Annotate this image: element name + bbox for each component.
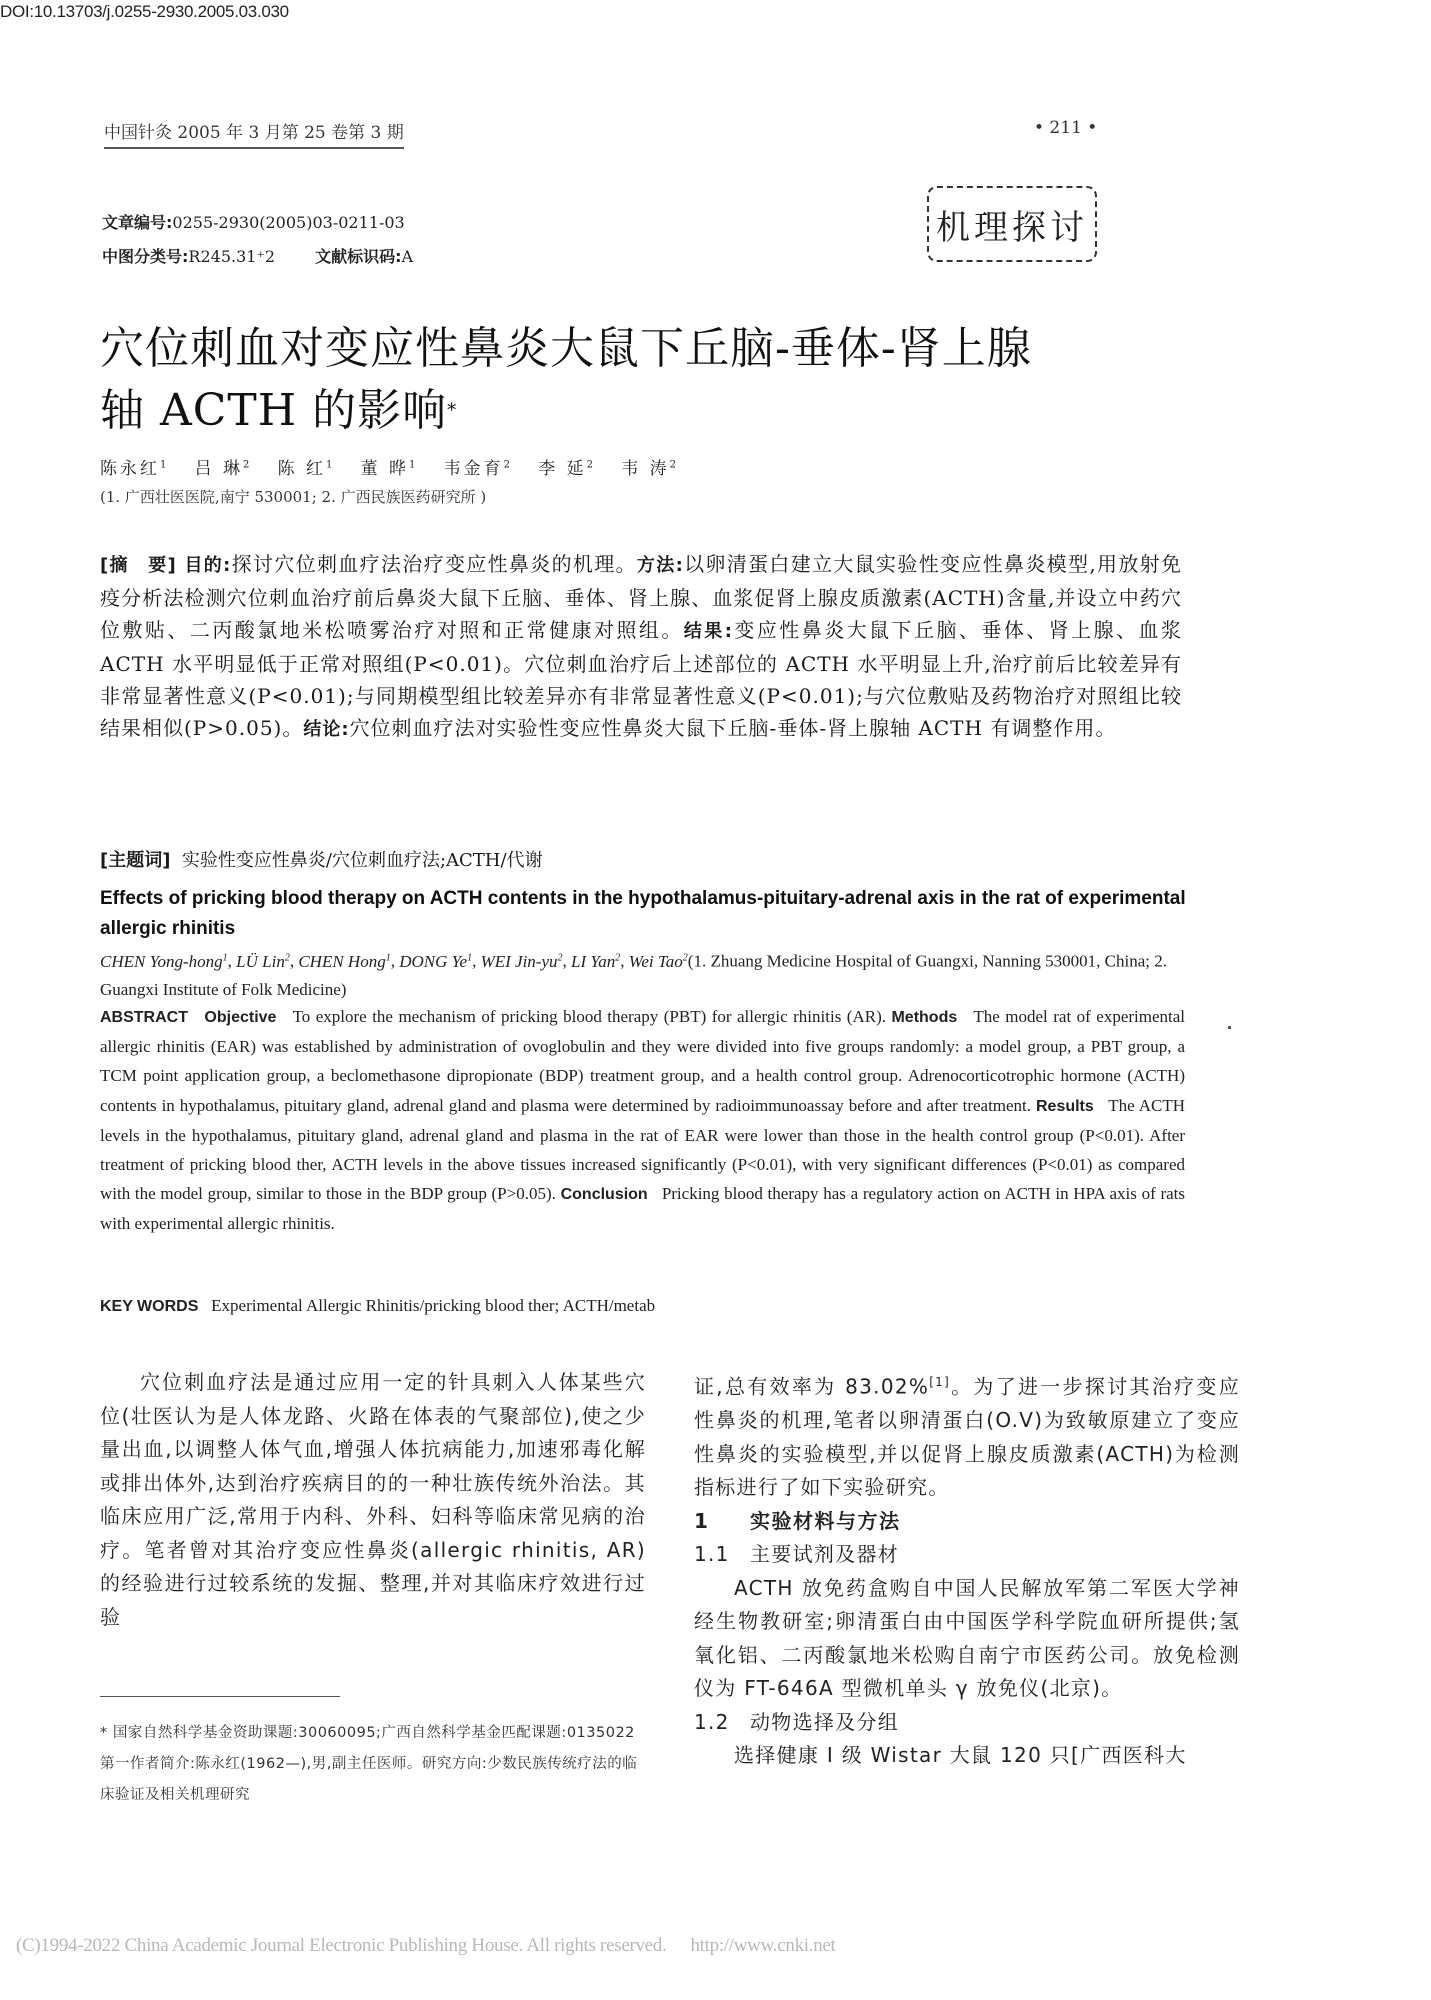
clc-value: R245.31⁺2 — [188, 247, 276, 266]
abstract-cn-methods-label: 方法: — [636, 555, 684, 576]
citation-ref[interactable]: [1] — [929, 1375, 951, 1389]
author-cn: 董 晔$^1$ — [360, 459, 419, 479]
author-cn: 陈 红$^1$ — [277, 459, 336, 479]
clc-label: 中图分类号: — [102, 247, 189, 266]
author-en: WEI Jin-$yu^2$ — [480, 951, 563, 971]
doi-line: DOI:10.13703/j.0255-2930.2005.03.030 — [0, 2, 289, 21]
abstract-cn-conclusion-label: 结论: — [303, 719, 350, 740]
abstract-cn-methods: 以卵清蛋白建立大鼠实验性变应性鼻炎模型,用放射免疫分析法检测穴位刺血治疗前后鼻炎大鼠下丘脑、垂体、肾上腺、血浆促肾上腺皮质激素(ACTH)含量,并设立中药穴位敷贴、二丙酸氯地米松喷雾治疗对照和正常健康对照组。 — [100, 552, 1183, 642]
article-number-label: 文章编号: — [102, 213, 173, 232]
author-cn: 韦金育$^2$ — [443, 459, 513, 479]
abstract-cn-results: 变应性鼻炎大鼠下丘脑、垂体、肾上腺、血浆 ACTH 水平明显低于正常对照组(P<0.01)。穴位刺血治疗后上述部位的 ACTH 水平明显上升,治疗前后比较差异有非常显著性意义(P<0.01);与同期模型组比较差异亦有非常显著性意义(P<0.01);与穴位敷贴及药物治疗对照组比较结果相似(P>0.05)。 — [100, 618, 1183, 740]
page-number: • 211 • — [1034, 118, 1098, 138]
author-cn: 吕 琳$^2$ — [194, 459, 253, 479]
author-cn: 韦 涛$^2$ — [621, 459, 679, 479]
abstract-en-conclusion-label: Conclusion — [560, 1186, 648, 1204]
keywords-cn-text: 实验性变应性鼻炎/穴位刺血疗法;ACTH/代谢 — [181, 850, 543, 871]
abstract-en-results: The ACTH levels in the hypothalamus, pituitary gland, adrenal gland and plasma in the rat of EAR were lower than those in the health control group (P<0.01). After treatment of pricking blood ther, ACTH levels in the above tissues increased significantly (P<0.01), with very significant differences (P<0.01) as compared with the model group, similar to those in the BDP group (P>0.05). — [100, 1095, 1186, 1204]
keywords-chinese — [100, 846, 543, 872]
title-cn-line1: 穴位刺血对变应性鼻炎大鼠下丘脑-垂体-肾上腺 — [100, 323, 1032, 374]
intro-paragraph: 穴位刺血疗法是通过应用一定的针具刺入人体某些穴位(壮医认为是人体龙路、火路在体表的气聚部位),使之少量出血,以调整人体气血,增强人体抗病能力,加速邪毒化解或排出体外,达到治疗疾病目的的一种壮族传统外治法。其临床应用广泛,常用于内科、外科、妇科等临床常见病的治疗。笔者曾对其治疗变应性鼻炎(allergic rhinitis, AR)的经验进行过较系统的发掘、整理,并对其临床疗效进行过验 — [100, 1370, 646, 1629]
author-en: LÜ Lin$^2$ — [236, 951, 290, 971]
scan-speck — [1228, 1026, 1231, 1029]
keywords-cn-label: [主题词] — [100, 850, 171, 871]
abstract-en-label: ABSTRACT — [100, 1009, 188, 1026]
abstract-en-objective-label: Objective — [204, 1009, 277, 1026]
author-cn: 陈永红$^1$ — [100, 459, 170, 479]
column-tag-box — [927, 186, 1097, 262]
footnotes — [100, 1718, 640, 1811]
abstract-cn-label: [摘 要] — [100, 555, 177, 576]
abstract-cn-objective-label: 目的: — [184, 555, 232, 576]
title-cn-line2: 轴 ACTH 的影响 — [100, 385, 448, 436]
classification-line — [102, 244, 413, 267]
abstract-chinese — [100, 548, 1182, 746]
section-1-1-text: ACTH 放免药盒购自中国人民解放军第二军医大学神经生物教研室;卵清蛋白由中国医学科学院血研所提供;氢氧化铝、二丙酸氯地米松购自南宁市医药公司。放免检测仪为 FT-646A 型微机单头 γ 放免仪(北京)。 — [694, 1575, 1240, 1701]
section-heading-1-1: 1.1 主要试剂及器材 — [694, 1542, 900, 1567]
author-en: CHEN Hong$^1$ — [298, 951, 391, 971]
abstract-cn-results-label: 结果: — [683, 621, 733, 642]
copyright-watermark — [16, 1935, 836, 1957]
copyright-text: (C)1994-2022 China Academic Journal Electronic Publishing House. All rights reserved. — [16, 1935, 667, 1956]
abstract-en-conclusion: Pricking blood therapy has a regulatory action on ACTH in HPA axis of rats with experimental allergic rhinitis. — [100, 1184, 1185, 1234]
article-number — [102, 210, 405, 233]
funding-footnote: * 国家自然科学基金资助课题:30060095;广西自然科学基金匹配课题:0135022 — [100, 1725, 635, 1741]
title-chinese — [100, 318, 1200, 442]
affiliations-chinese: (1. 广西壮医医院,南宁 530001; 2. 广西民族医药研究所 ) — [100, 488, 487, 506]
authors-chinese — [100, 454, 679, 479]
article-number-value: 0255-2930(2005)03-0211-03 — [172, 213, 405, 232]
affiliations-english: (1. Zhuang Medicine Hospital of Guangxi, Nanning 530001, China; 2. Guangxi Institute of Folk Medicine) — [100, 951, 1168, 999]
title-english: Effects of pricking blood therapy on ACTH contents in the hypothalamus-pituitary-adrenal axis in the rat of experimental allergic rhinitis — [100, 888, 1186, 939]
author-en: Wei Tao$^2$ — [628, 951, 688, 971]
author-en: CHEN Yong-hong$^1$ — [100, 951, 228, 971]
intro-continuation: 证,总有效率为 83.02%[1]。为了进一步探讨其治疗变应性鼻炎的机理,笔者以卵清蛋白(O.V)为致敏原建立了变应性鼻炎的实验模型,并以促肾上腺皮质激素(ACTH)为检测指标进行了如下实验研究。 — [694, 1374, 1240, 1500]
author-cn: 李 延$^2$ — [538, 459, 596, 479]
section-heading-1-2: 1.2 动物选择及分组 — [694, 1709, 900, 1734]
author-en: LI Yan$^2$ — [571, 951, 621, 971]
keywords-en-text: Experimental Allergic Rhinitis/pricking blood ther; ACTH/metab — [211, 1296, 656, 1315]
title-footnote-mark: * — [447, 400, 458, 421]
section-heading-1: 1 实验材料与方法 — [694, 1508, 901, 1533]
abstract-en-methods: The model rat of experimental allergic rhinitis (EAR) was established by administration of ovoglobulin and they were divided into five groups randomly: a model group, a PBT group, a TCM point application group, a beclomethasone dipropionate (BDP) treatment group, and a health control group. Adrenocorticotrophic hormone (ACTH) contents in hypothalamus, pituitary gland, adrenal gland and plasma were determined by radioimmunoassay before and after treatment. — [100, 1007, 1186, 1115]
doc-code-label: 文献标识码: — [315, 247, 402, 266]
journal-header: 中国针灸 2005 年 3 月第 25 卷第 3 期 — [104, 118, 404, 149]
abstract-english — [100, 1002, 1185, 1239]
abstract-cn-objective: 探讨穴位刺血疗法治疗变应性鼻炎的机理。 — [231, 552, 637, 576]
cnki-link[interactable]: http://www.cnki.net — [690, 1935, 836, 1956]
doc-code-value: A — [401, 247, 414, 266]
keywords-en-label: KEY WORDS — [100, 1298, 199, 1315]
footnote-divider — [100, 1696, 340, 1697]
abstract-en-objective: To explore the mechanism of pricking blood therapy (PBT) for allergic rhinitis (AR). — [292, 1007, 886, 1026]
authors-english: CHEN Yong-hong$^1$, LÜ Lin$^2$, CHEN Hong$^1$, DONG Ye$^1$, WEI Jin-$yu^2$, LI Yan$^2$, Wei Tao$^2$(1. Zhuang Medicine Hospital of Guangxi, Nanning 530001, China; 2. Guangxi Institute of Folk Medicine) — [100, 951, 1168, 999]
section-1-2-text: 选择健康 I 级 Wistar 大鼠 120 只[广西医科大 — [734, 1743, 1187, 1768]
abstract-en-results-label: Results — [1035, 1097, 1094, 1115]
abstract-en-methods-label: Methods — [891, 1009, 958, 1026]
body-column-left — [100, 1366, 646, 1634]
author-en: DONG Ye$^1$ — [399, 951, 473, 971]
body-column-right — [694, 1366, 1240, 1773]
author-bio-footnote: 第一作者简介:陈永红(1962—),男,副主任医师。研究方向:少数民族传统疗法的临床验证及相关机理研究 — [100, 1756, 638, 1803]
abstract-cn-conclusion: 穴位刺血疗法对实验性变应性鼻炎大鼠下丘脑-垂体-肾上腺轴 ACTH 有调整作用。 — [349, 716, 1117, 740]
column-tag-label: 机理探讨 — [936, 207, 1088, 248]
keywords-english — [100, 1296, 655, 1316]
